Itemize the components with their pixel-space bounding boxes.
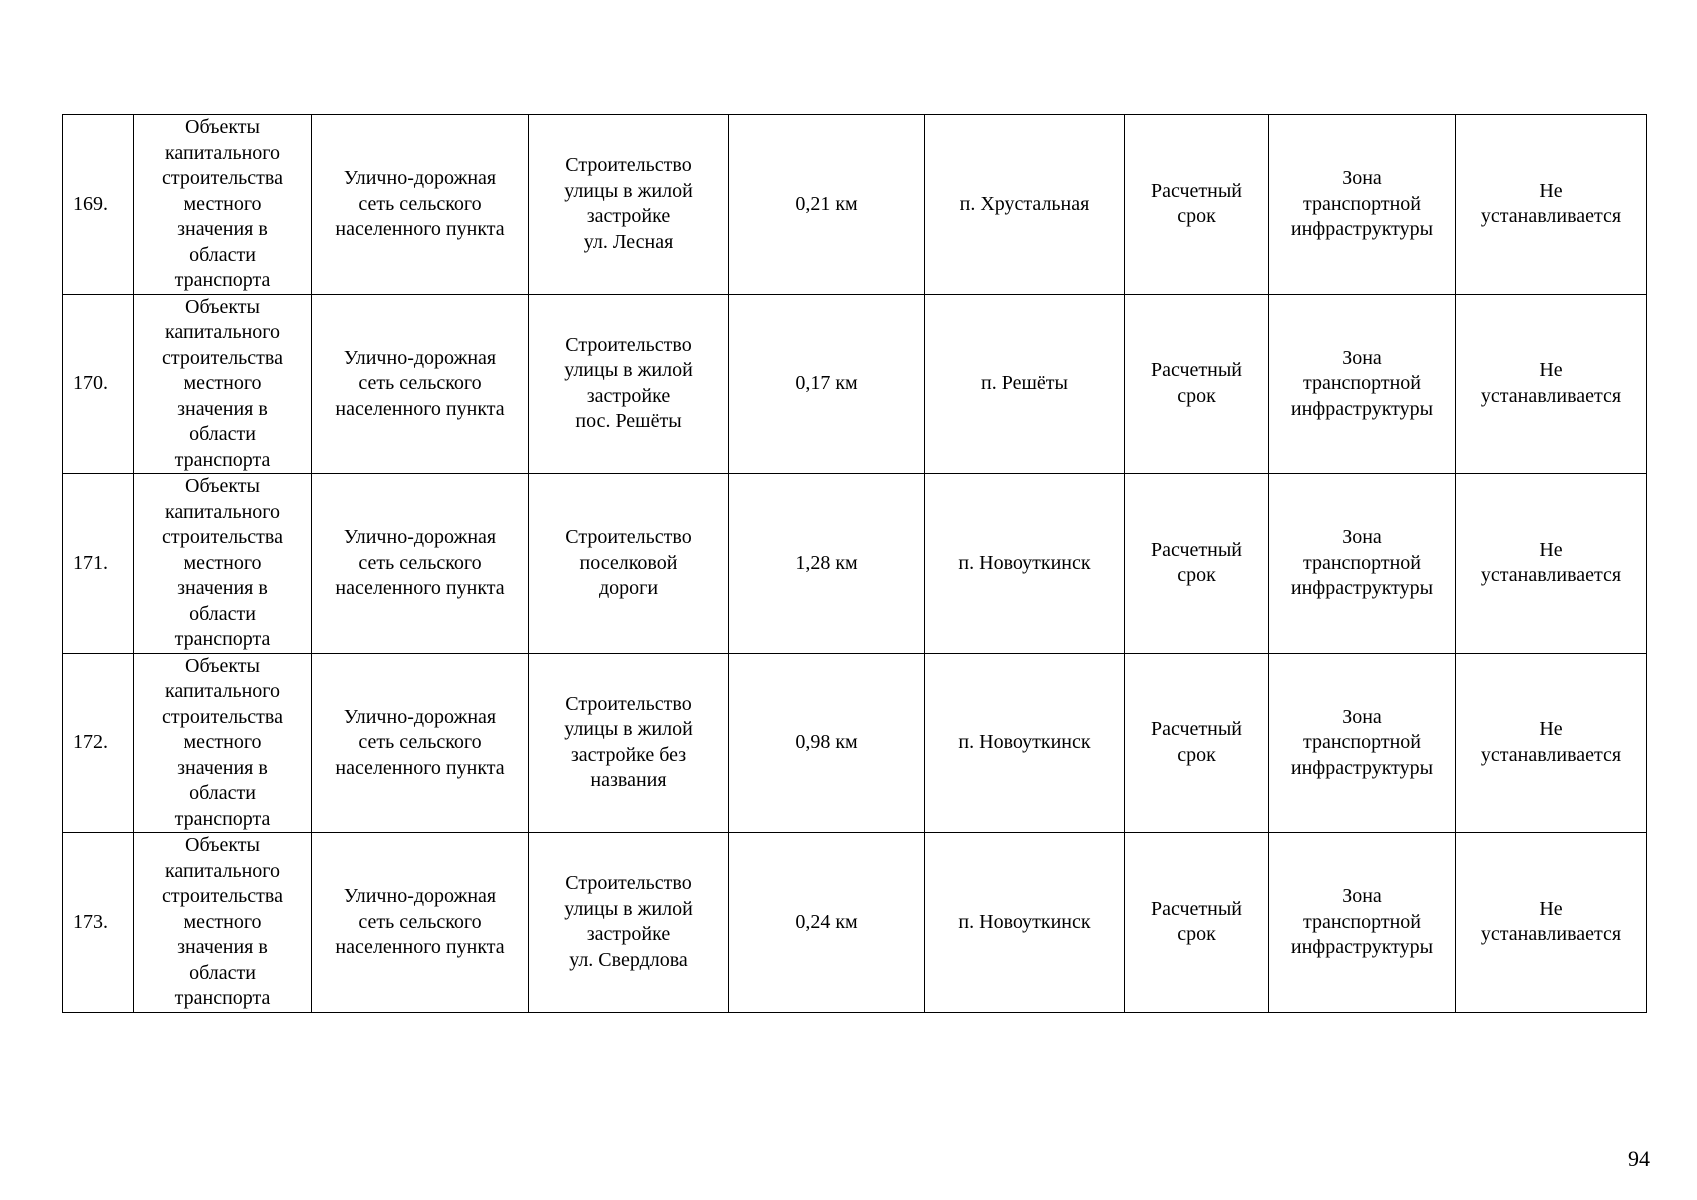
zone-restriction: Не устанавливается (1456, 474, 1647, 654)
object-description: Строительство поселковой дороги (529, 474, 729, 654)
object-location: п. Решёты (925, 294, 1125, 474)
implementation-term: Расчетный срок (1125, 653, 1269, 833)
table-row (63, 294, 1647, 474)
row-number: 171. (63, 474, 134, 654)
row-number: 170. (63, 294, 134, 474)
object-type: Улично-дорожная сеть сельского населенного пункта (312, 653, 529, 833)
table-row (63, 653, 1647, 833)
table-row (63, 474, 1647, 654)
row-number: 172. (63, 653, 134, 833)
row-number: 169. (63, 115, 134, 295)
object-type: Улично-дорожная сеть сельского населенного пункта (312, 474, 529, 654)
object-length: 0,21 км (729, 115, 925, 295)
object-type: Улично-дорожная сеть сельского населенного пункта (312, 294, 529, 474)
table-body (63, 115, 1647, 1013)
functional-zone: Зона транспортной инфраструктуры (1269, 833, 1456, 1013)
object-description: Строительство улицы в жилой застройке пос. Решёты (529, 294, 729, 474)
implementation-term: Расчетный срок (1125, 115, 1269, 295)
table-row (63, 115, 1647, 295)
object-location: п. Новоуткинск (925, 474, 1125, 654)
functional-zone: Зона транспортной инфраструктуры (1269, 294, 1456, 474)
table-row (63, 833, 1647, 1013)
object-category: Объекты капитального строительства местного значения в области транспорта (134, 474, 312, 654)
object-category: Объекты капитального строительства местного значения в области транспорта (134, 294, 312, 474)
zone-restriction: Не устанавливается (1456, 115, 1647, 295)
zone-restriction: Не устанавливается (1456, 653, 1647, 833)
object-category: Объекты капитального строительства местного значения в области транспорта (134, 115, 312, 295)
implementation-term: Расчетный срок (1125, 474, 1269, 654)
zone-restriction: Не устанавливается (1456, 833, 1647, 1013)
object-type: Улично-дорожная сеть сельского населенного пункта (312, 833, 529, 1013)
object-type: Улично-дорожная сеть сельского населенного пункта (312, 115, 529, 295)
object-description: Строительство улицы в жилой застройке ул. Лесная (529, 115, 729, 295)
functional-zone: Зона транспортной инфраструктуры (1269, 474, 1456, 654)
object-description: Строительство улицы в жилой застройке ул. Свердлова (529, 833, 729, 1013)
zone-restriction: Не устанавливается (1456, 294, 1647, 474)
object-category: Объекты капитального строительства местного значения в области транспорта (134, 833, 312, 1013)
object-category: Объекты капитального строительства местного значения в области транспорта (134, 653, 312, 833)
object-location: п. Новоуткинск (925, 653, 1125, 833)
functional-zone: Зона транспортной инфраструктуры (1269, 115, 1456, 295)
object-length: 0,98 км (729, 653, 925, 833)
object-length: 0,17 км (729, 294, 925, 474)
page-number: 94 (1628, 1146, 1650, 1171)
object-location: п. Новоуткинск (925, 833, 1125, 1013)
objects-table (62, 114, 1647, 1013)
row-number: 173. (63, 833, 134, 1013)
object-length: 0,24 км (729, 833, 925, 1013)
functional-zone: Зона транспортной инфраструктуры (1269, 653, 1456, 833)
implementation-term: Расчетный срок (1125, 833, 1269, 1013)
object-length: 1,28 км (729, 474, 925, 654)
object-description: Строительство улицы в жилой застройке без названия (529, 653, 729, 833)
object-location: п. Хрустальная (925, 115, 1125, 295)
implementation-term: Расчетный срок (1125, 294, 1269, 474)
